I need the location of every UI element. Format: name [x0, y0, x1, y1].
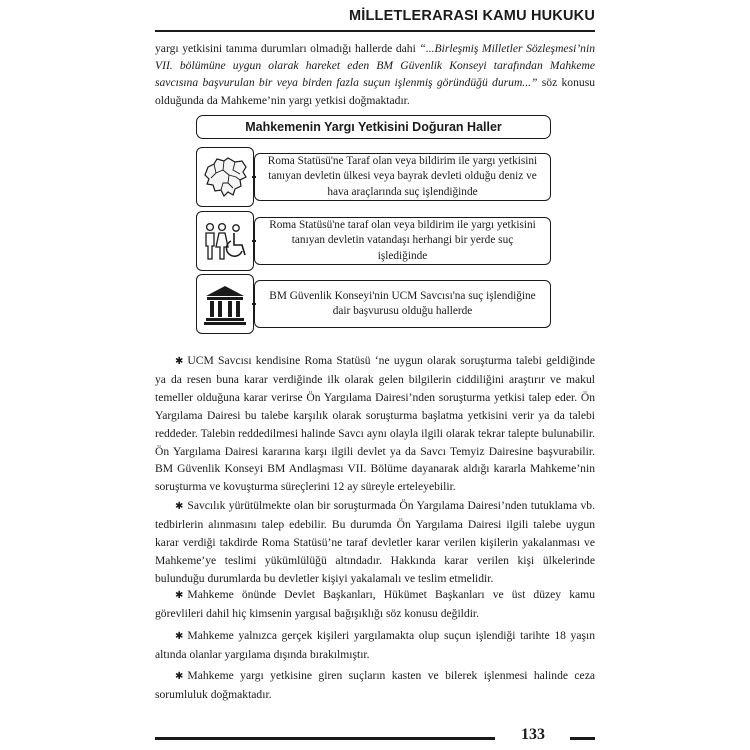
bullet-star-icon: ✱: [175, 590, 184, 601]
people-icon: [196, 211, 254, 271]
body-paragraph: [155, 352, 595, 496]
case-text-nationality: Roma Statüsü'ne taraf olan veya bildirim ile yargı yetkisini tanıyan devletin vatandaşı herhangi bir yerde suç işlediğinde: [254, 217, 551, 265]
paragraph-text: Mahkeme yargı yetkisine giren suçların kasten ve bilerek işlenmesi halinde ceza sorumluluk doğmaktadır.: [155, 669, 595, 701]
header-title: MİLLETLERARASI KAMU HUKUKU: [348, 8, 595, 24]
case-row-security-council: [196, 274, 551, 334]
intro-paragraph: [155, 40, 595, 109]
footer-rule-left: [155, 737, 495, 740]
paragraph-text: UCM Savcısı kendisine Roma Statüsü ‘ne uygun olarak soruşturma talebi geldiğinde ya da resen buna karar verdiğinde ilk olarak gelen bilgilerin ciddiliğini araştırır ve makul temeller olduğuna karar verirse Ön Yargılama Dairesi’nden soruşturma yetkisi talep eder. Ön Yargılama Dairesi bu talebe karşılık olarak soruşturma başlatma yetkisini verir ya da talebi reddeder. Talebin reddedilmesi halinde Savcı aynı olayla ilgili olarak tekrar talepte bulunabilir. Ön Yargılama Dairesi kararına karşı ilgili devlet ya da Savcı Temyiz Dairesine başvurabilir. BM Güvenlik Konseyi BM Andlaşması VII. Bölüme dayanarak aldığı kararla Mahkeme’nin soruşturma ve kovuşturma süreçlerini 12 ay süreyle erteleyebilir.: [155, 354, 595, 494]
case-text-security-council: BM Güvenlik Konseyi'nin UCM Savcısı'na suç işlendiğine dair başvurusu olduğu hallerde: [254, 280, 551, 328]
case-row-territory: [196, 147, 551, 207]
footer-rule-right: [570, 737, 595, 740]
bullet-star-icon: ✱: [175, 671, 184, 682]
bullet-star-icon: ✱: [175, 631, 184, 642]
header-rule: [155, 30, 595, 32]
body-paragraph: [155, 586, 595, 623]
paragraph-text: Savcılık yürütülmekte olan bir soruşturmada Ön Yargılama Dairesi’nden tutuklama vb. tedbirlerin alınmasını talep edebilir. Bu durumda Ön Yargılama Dairesi ilgili talebe uygun karar verdiği takdirde Roma Statüsü’ne taraf devletler karar verilen kişilerin yakalanması ve Mahkeme’ye teslimi yükümlülüğü altındadır. Hakkında karar verilen kişi ülkelerinde bulunduğu durumlarda bu devletler kişiyi yakalamalı ve teslim etmelidir.: [155, 499, 595, 585]
paragraph-text: Mahkeme önünde Devlet Başkanları, Hükümet Başkanları ve üst düzey kamu görevlileri dahil hiç kimsenin yargısal bağışıklığı söz konusu değildir.: [155, 588, 595, 620]
intro-quote: “...Birleşmiş Milletler Sözleşmesi’nin VII. bölümüne uygun olarak hareket eden BM Güvenlik Konseyi tarafından Mahkeme savcısına başvurulan bir veya birden fazla suçun işlenmiş göründüğü durum...”: [155, 42, 595, 90]
diagram-title: Mahkemenin Yargı Yetkisini Doğuran Haller: [196, 115, 551, 139]
courthouse-icon: [196, 274, 254, 334]
body-paragraph: [155, 497, 595, 588]
running-header: [155, 6, 595, 28]
case-row-nationality: [196, 211, 551, 271]
map-icon: [196, 147, 254, 207]
body-paragraph: [155, 667, 595, 704]
case-text-territory: Roma Statüsü'ne Taraf olan veya bildirim ile yargı yetkisini tanıyan devletin ülkesi veya bayrak devleti olduğu deniz ve hava araçlarında suç işlendiğinde: [254, 153, 551, 201]
intro-text-end: söz konusu olduğunda da Mahkeme’nin yargı yetkisi doğmaktadır.: [155, 76, 596, 107]
intro-text-start: yargı yetkisini tanıma durumları olmadığı hallerde dahi: [155, 42, 420, 55]
bullet-star-icon: ✱: [175, 356, 184, 367]
body-paragraph: [155, 627, 595, 664]
paragraph-text: Mahkeme yalnızca gerçek kişileri yargılamakta olup suçun işlendiği tarihte 18 yaşın altında olanlar yargılama dışında bırakılmıştır.: [155, 629, 595, 661]
bullet-star-icon: ✱: [175, 501, 184, 512]
page-number: 133: [521, 726, 545, 743]
